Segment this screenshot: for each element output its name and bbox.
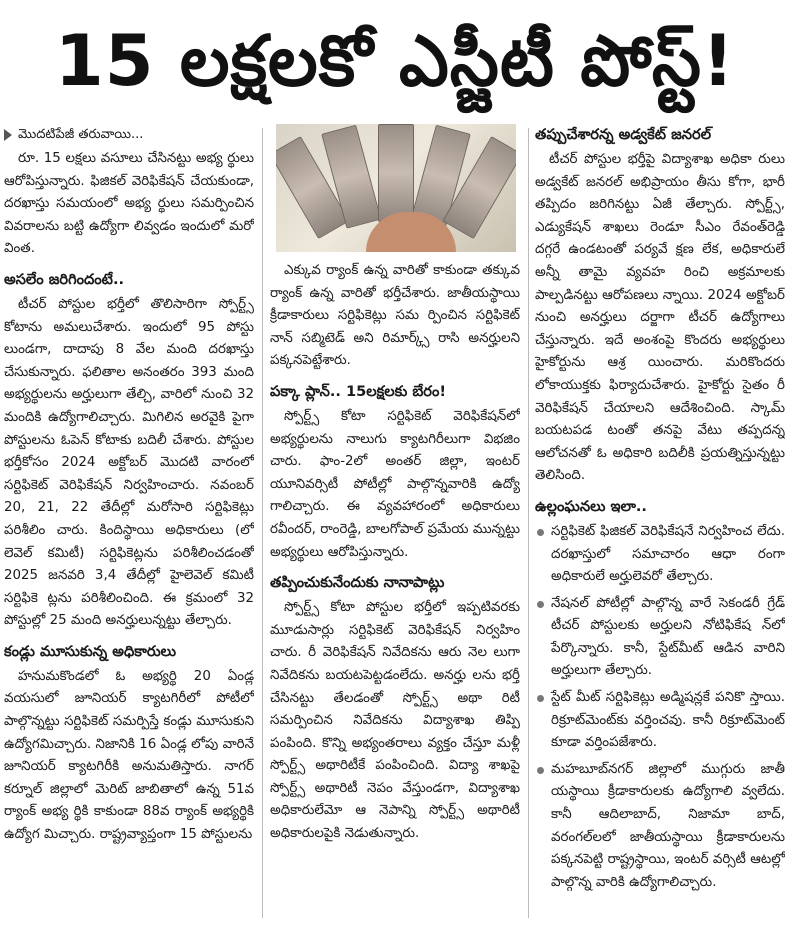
list-item [535, 593, 785, 683]
banknote [378, 124, 414, 222]
continuation-line [4, 124, 254, 146]
list-item-text: నేషనల్ పోటీల్లో పాల్గొన్న వారే సెకండరీ గ్రేడ్ టీచర్ పోస్టులకు అర్హులని నోటిఫికేష న్‌లో పేర్కొన్నారు. కానీ, స్టేట్‌మీట్ ఆడిన వారిని అర్హులుగా తేల్చారు. [551, 595, 785, 679]
subheading: తప్పించుకునేందుకు నానాపాట్లు [270, 574, 445, 592]
column-middle [270, 124, 520, 920]
column-divider [528, 128, 529, 918]
bullet-icon [537, 601, 544, 608]
paragraph: స్పోర్ట్స్ కోటా పోస్టుల భర్తీలో ఇప్పటివరకు మూడుసార్లు సర్టిఫికెట్ వెరిఫికేషన్ నిర్వహిం చారు. రీ వెరిఫికేషన్ నివేదికను ఆరు నెల లుగా నివేదికను బయటపెట్టడంలేదు. అనర్హు లను భర్తీ చేసినట్టు తేలడంతో స్పోర్ట్స్ అథా రిటీ సమర్పించిన నివేదికను విద్యాశాఖ తిప్పి పంపింది. కొన్ని అభ్యంతరాలు వ్యక్తం చేస్తూ మళ్లీ స్పోర్ట్స్ అథారిటీకే పంపించింది. విద్యా శాఖపై స్పోర్ట్స్ అథారిటీ నెపం వేస్తుండగా, విద్యాశాఖ అధికారులేమో ఆ నెపాన్ని స్పోర్ట్స్ అథారిటీ అధికారులపైకి నెడుతున్నారు. [270, 600, 520, 842]
subheading: అసలేం జరిగిందంటే.. [4, 270, 125, 288]
column-divider [262, 128, 263, 918]
list-item-text: మహబూబ్‌నగర్ జిల్లాలో ముగ్గురు జాతీ యస్థాయి క్రీడాకారులకు ఉద్యోగాలి వ్వలేదు. కానీ ఆదిలాబాద్, నిజామా బాద్, వరంగల్‌లలో జాతీయస్థాయి క్రీడాకారులను పక్కనపెట్టి రాష్ట్రస్థాయి, ఇంటర్ వర్సిటీ ఆటల్లో పాల్గొన్న వారికి ఉద్యోగాలిచ్చారు. [551, 761, 785, 890]
bullet-icon [537, 695, 544, 702]
subheading: తప్పుచేశారన్న అడ్వకేట్ జనరల్ [535, 126, 712, 143]
paragraph: ఎక్కువ ర్యాంక్ ఉన్న వారితో కాకుండా తక్కువ ర్యాంక్ ఉన్న వారితో భర్తీచేశారు. జాతీయస్థాయి క్రీడాకారులు సర్టిఫికెట్లు సమ ర్పించిన సర్టిఫికెట్ నాన్ సబ్మిటెడ్ అని రిమార్క్స్ రాసి అనర్హులని పక్కనపెట్టేశారు. [270, 263, 520, 369]
list-item [535, 759, 785, 895]
paragraph: స్పోర్ట్స్ కోటా సర్టిఫికెట్ వెరిఫికేషన్‌లో అభ్యర్థులను నాలుగు క్యాటగిరీలుగా విభజిం చారు. ఫాం-2లో అంతర్ జిల్లా, ఇంటర్ యూనివర్సిటీ పోటీల్లో పాల్గొన్నవారికి ఉద్యో గాలిచ్చారు. ఈ వ్యవహారంలో అధికారులు రవీందర్, రాంరెడ్డి, బాలగోపాల్ ప్రమేయ మున్నట్టు అభ్యర్థులు ఆరోపిస్తున్నారు. [270, 408, 520, 560]
list-item-text: స్టేట్ మీట్ సర్టిఫికెట్లు అడ్మిషన్లకే పనికొ స్తాయి. రిక్రూట్‌మెంట్‌కు వర్తించవు. కానీ రిక్రూట్‌మెంట్ కూడా వర్తింపజేశారు. [551, 690, 785, 751]
bullet-icon [537, 767, 544, 774]
subheading: కండ్లు మూసుకున్న అధికారులు [4, 642, 177, 660]
paragraph: హనుమకొండలో ఓ అభ్యర్థి 20 ఏండ్ల వయసులో జూనియర్ క్యాటగిరీలో పోటీలో పాల్గొన్నట్టు సర్టిఫికెట్ సమర్పిస్తే కండ్లు మూసుకుని ఉద్యోగమిచ్చారు. నిజానికి 16 ఏండ్ల లోపు వారినే జూనియర్ క్యాటగిరీకి అనుమతిస్తారు. నాగర్ కర్నూల్ జిల్లాలో మెరిట్ జాబితాలో ఉన్న 51వ ర్యాంక్ అభ్య ర్థికి కాకుండా 88వ ర్యాంక్ అభ్యర్థికి ఉద్యోగ మిచ్చారు. రాష్ట్రవ్యాప్తంగా 15 పోస్టులను [4, 668, 254, 843]
list-item [535, 687, 785, 755]
column-right [535, 124, 785, 920]
column-left [4, 124, 254, 920]
list-item [535, 521, 785, 589]
subheading: పక్కా ప్లాన్.. 15లక్షలకు బేరం! [270, 382, 447, 400]
currency-notes-photo [276, 124, 516, 252]
paragraph: టీచర్ పోస్టుల భర్తీలో తొలిసారిగా స్పోర్ట్స్ కోటాను అమలుచేశారు. ఇందులో 95 పోస్టు లుండగా, దాదాపు 8 వేల మంది దరఖాస్తు చేసుకున్నారు. ఫలితాల అనంతరం 393 మంది అభ్యర్థులను అర్హులుగా తేల్చి, వారిలో నుంచి 32 మందికి ఉద్యోగాలిచ్చారు. మిగిలిన అరవైకి పైగా పోస్టులను ఓపెన్ కోటాకు బదిలీ చేశారు. పోస్టుల భర్తీకోసం 2024 అక్టోబర్ మొదటి వారంలో సర్టిఫికెట్ వెరిఫికేషన్ నిర్వహించారు. నవంబర్ 20, 21, 22 తేదీల్లో మరోసారి సర్టిఫికెట్లు పరిశీలిం చారు. కిందిస్థాయి అధికారులు (లో లెవెల్ కమిటీ) సర్టిఫికెట్లను పరిశీలించడంతో 2025 జనవరి 3,4 తేదీల్లో హైలెవెల్ కమిటీ సర్టిఫికె ట్లను పరిశీలించింది. ఈ క్రమంలో 32 పోస్టుల్లో 25 మంది అనర్హులున్నట్టు తేల్చారు. [4, 296, 254, 629]
bullet-icon [537, 529, 544, 536]
continuation-text: మొదటిపేజీ తరువాయి... [18, 127, 144, 142]
paragraph: టీచర్ పోస్టుల భర్తీపై విద్యాశాఖ అధికా రులు అడ్వకేట్ జనరల్ అభిప్రాయం తీసు కోగా, భారీ తప్పిదం జరిగినట్టు ఏజీ తేల్చారు. స్పోర్ట్స్, ఎడ్యుకేషన్ శాఖలు రెండూ సీఎం రేవంత్‌రెడ్డి దగ్గరే ఉండటంతో పర్యవే క్షణ లేక, అధికారులే అన్నీ తామై వ్యవహ రించి అక్రమాలకు పాల్పడినట్టు ఆరోపణలు న్నాయి. 2024 అక్టోబర్ నుంచి అనర్హులు దర్జాగా టీచర్ ఉద్యోగాలు చేస్తున్నారు. ఇదే అంశంపై కొందరు అభ్యర్థులు హైకోర్టును ఆశ్ర యించారు. మరికొందరు లోకాయుక్తకు ఫిర్యాదుచేశారు. హైకోర్టు సైతం రీ వెరిఫికేషన్ చేయాలని ఆదేశించింది. స్కామ్ బయటపడ టంతో తనపై వేటు తప్పదన్న ఆలోచనతో ఓ అధికారి బదిలీకి ప్రయత్నిస్తున్నట్టు తెలిసింది. [535, 152, 785, 484]
subheading: ఉల్లంఘనలు ఇలా.. [535, 497, 647, 515]
paragraph: రూ. 15 లక్షలు వసూలు చేసినట్టు అభ్య ర్థులు ఆరోపిస్తున్నారు. ఫిజికల్ వెరిఫికేషన్ చేయకుండా, దరఖాస్తు సమయంలో అభ్య ర్థులు సమర్పించిన వివరాలను బట్టి ఉద్యోగా లివ్వడం ఇందులో మరో వింత. [4, 151, 254, 257]
arrow-right-icon [4, 129, 12, 141]
list-item-text: సర్టిఫికెట్ ఫిజికల్ వెరిఫికేషనే నిర్వహించ లేదు. దరఖాస్తులో సమాచారం ఆధా రంగా అధికారులే అర్హులెవరో తేల్చారు. [551, 523, 785, 585]
violations-list [535, 521, 785, 895]
headline: 15 లక్షలకో ఎస్జీటీ పోస్ట్! [55, 20, 735, 102]
